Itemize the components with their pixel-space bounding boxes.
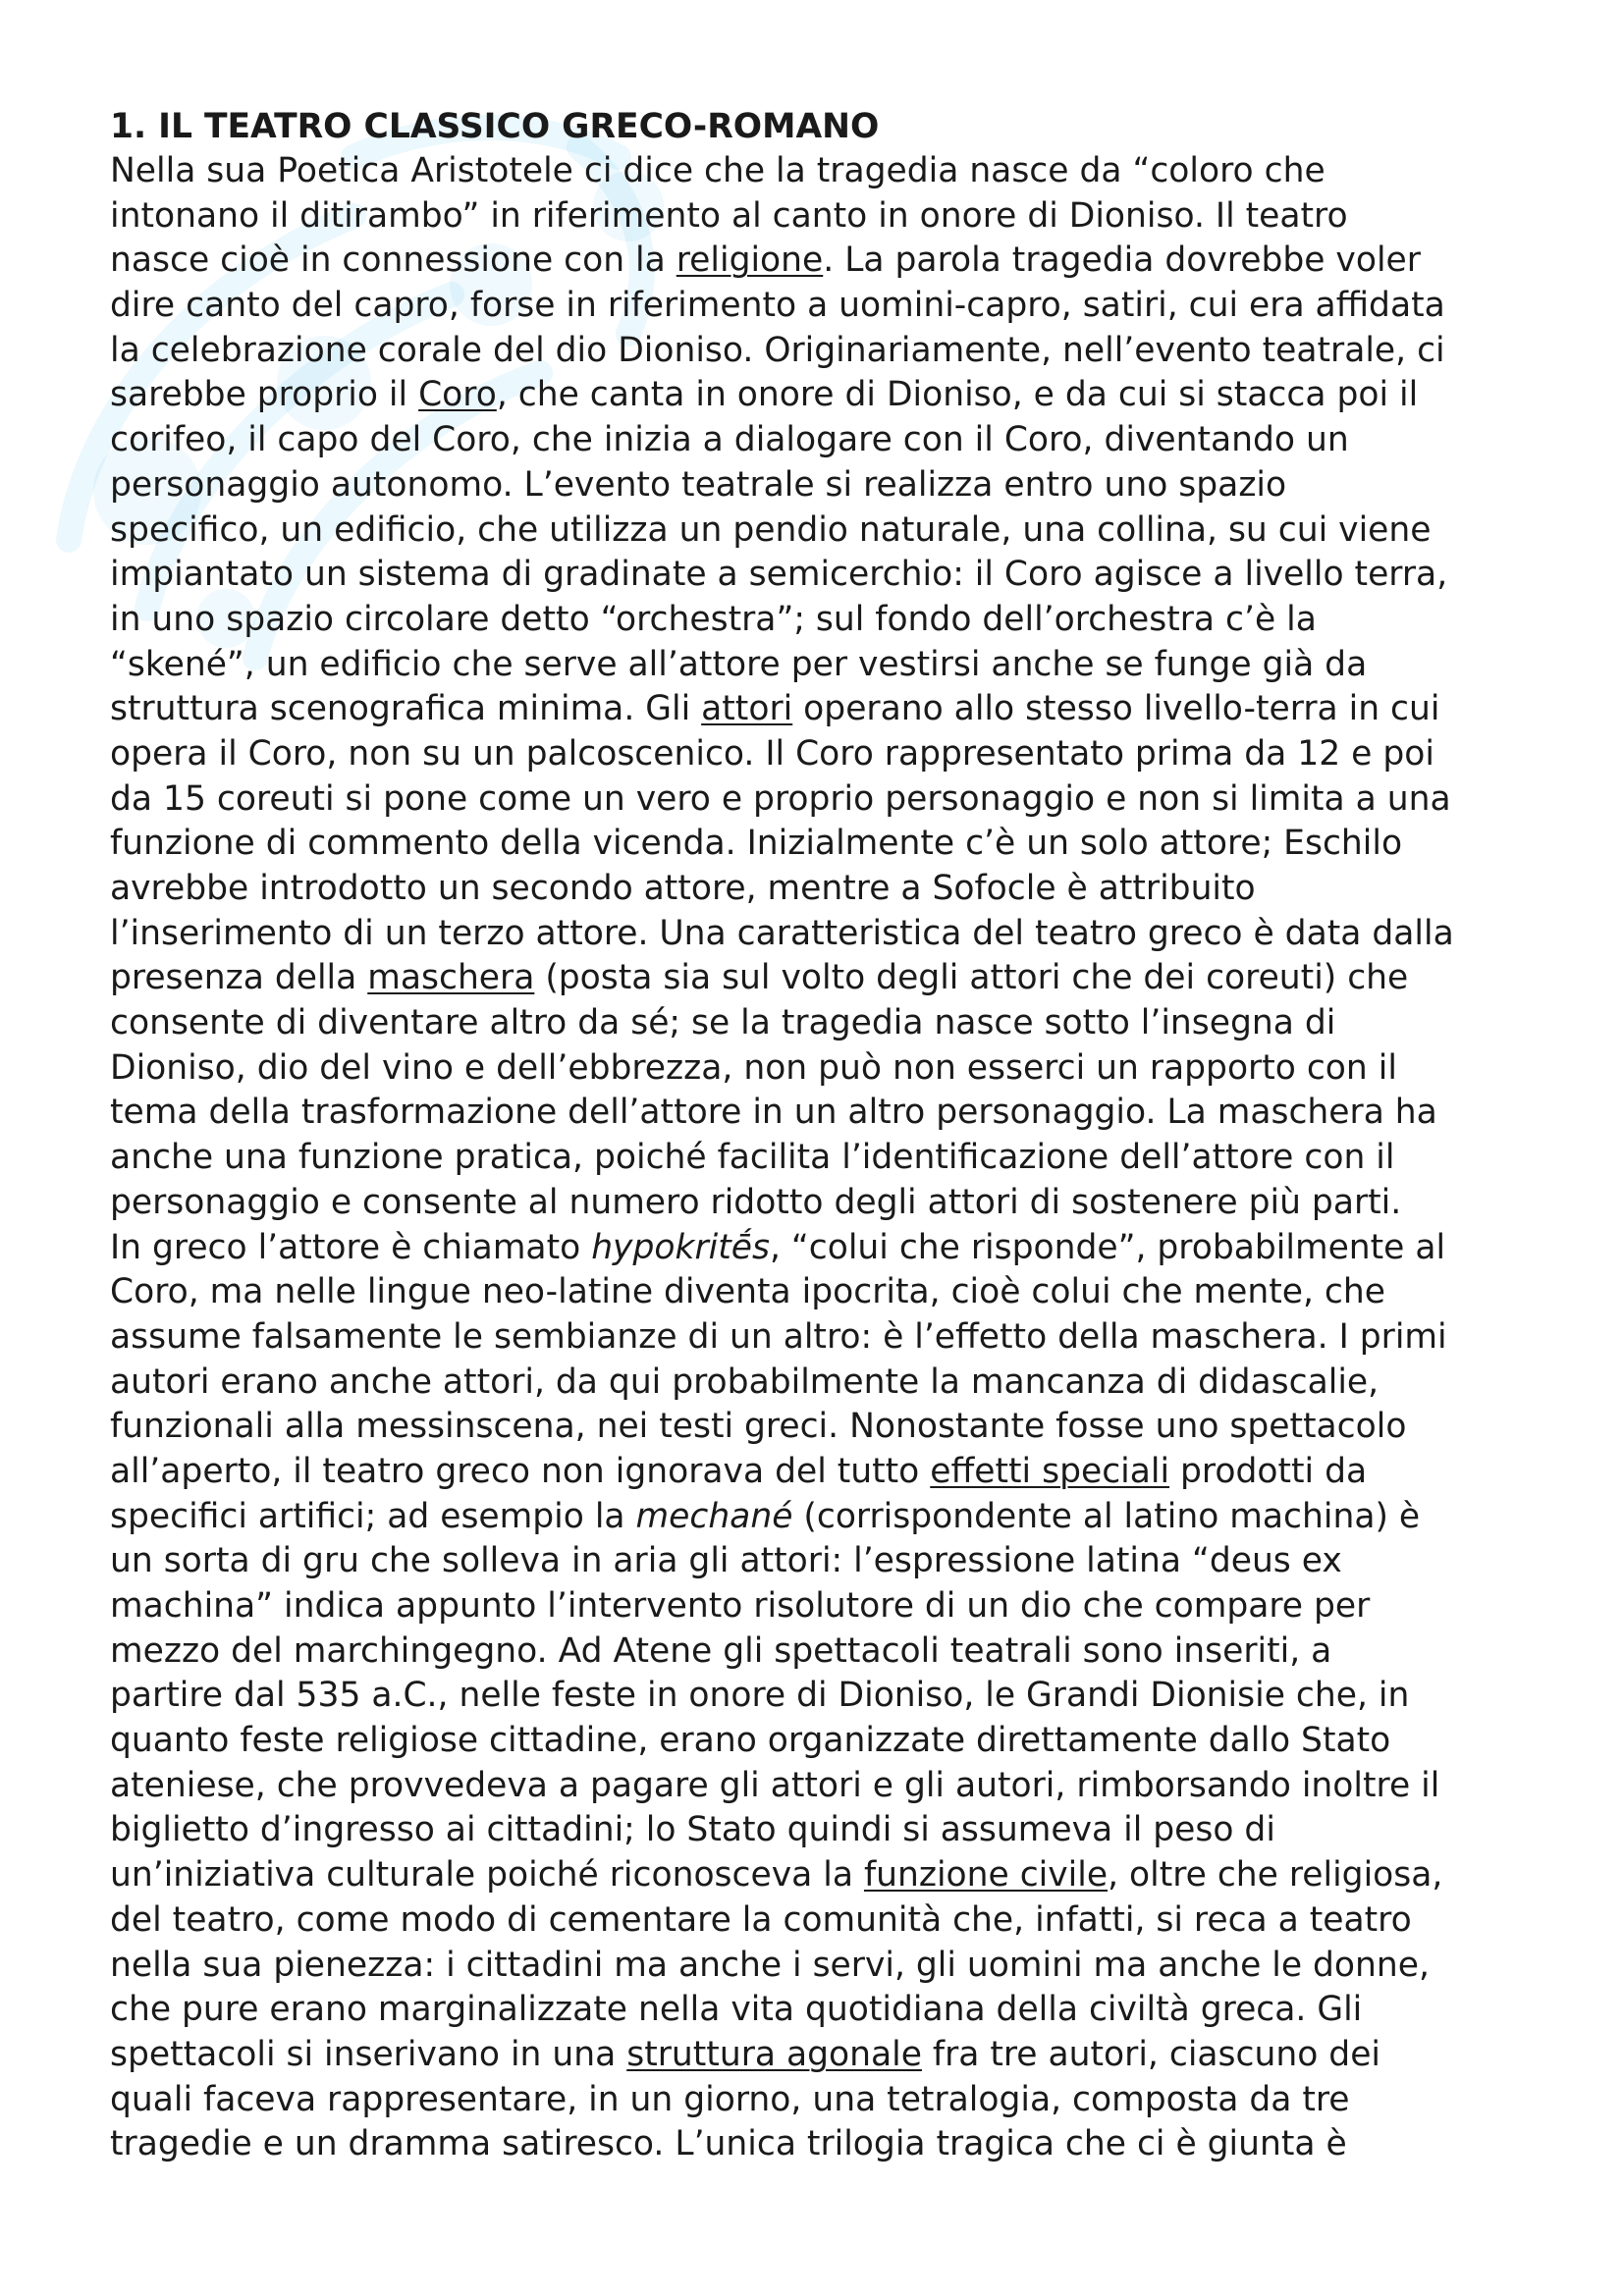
text-line xyxy=(110,687,1543,732)
text-line xyxy=(110,1495,1543,1540)
text-segment: funzione di commento della vicenda. Inizialmente c’è un solo attore; Eschilo xyxy=(110,824,1403,864)
text-segment: dire canto del capro, forse in riferimento a uomini-capro, satiri, cui era affidata xyxy=(110,286,1445,326)
text-line xyxy=(110,2078,1543,2123)
text-segment: da 15 coreuti si pone come un vero e proprio personaggio e non si limita a una xyxy=(110,778,1451,819)
text-line xyxy=(110,418,1543,463)
underlined-term: effetti speciali xyxy=(930,1451,1170,1491)
text-segment: mezzo del marchingegno. Ad Atene gli spettacoli teatrali sono inseriti, a xyxy=(110,1630,1332,1671)
text-segment: del teatro, come modo di cementare la comunità che, infatti, si reca a teatro xyxy=(110,1899,1412,1940)
text-line xyxy=(110,149,1543,194)
underlined-term: attori xyxy=(701,689,793,729)
text-segment: intonano il ditirambo” in riferimento al canto in onore di Dioniso. Il teatro xyxy=(110,195,1348,236)
text-segment: ateniese, che provvedeva a pagare gli attori e gli autori, rimborsando inoltre il xyxy=(110,1765,1440,1805)
text-line xyxy=(110,239,1543,284)
text-segment: nella sua pienezza: i cittadini ma anche i servi, gli uomini ma anche le donne, xyxy=(110,1945,1430,1985)
text-line xyxy=(110,1405,1543,1450)
text-line xyxy=(110,194,1543,240)
text-segment: consente di diventare altro da sé; se la tragedia nasce sotto l’insegna di xyxy=(110,1003,1336,1043)
underlined-term: religione xyxy=(676,240,824,281)
text-line xyxy=(110,1674,1543,1719)
text-segment: specifico, un edificio, che utilizza un pendio naturale, una collina, su cui viene xyxy=(110,509,1432,550)
italic-term: hypokritḗs xyxy=(591,1227,770,1267)
text-line xyxy=(110,1136,1543,1181)
underlined-term: Coro xyxy=(418,375,497,415)
text-segment: Nella sua Poetica Aristotele ci dice che la tragedia nasce da “coloro che xyxy=(110,151,1325,190)
text-segment: tragedie e un dramma satiresco. L’unica trilogia tragica che ci è giunta è xyxy=(110,2124,1347,2164)
text-line xyxy=(110,1450,1543,1495)
section-heading: 1. IL TEATRO CLASSICO GRECO-ROMANO xyxy=(110,107,880,146)
text-segment: nasce cioè in connessione con la xyxy=(110,240,676,281)
text-segment: partire dal 535 a.C., nelle feste in onore di Dioniso, le Grandi Dionisie che, in xyxy=(110,1676,1410,1716)
text-segment: in uno spazio circolare detto “orchestra”; sul fondo dell’orchestra c’è la xyxy=(110,599,1317,639)
text-line xyxy=(110,822,1543,867)
text-line xyxy=(110,1091,1543,1136)
text-segment: l’inserimento di un terzo attore. Una caratteristica del teatro greco è data dalla xyxy=(110,913,1454,953)
text-line xyxy=(110,1181,1543,1226)
text-segment: fra tre autori, ciascuno dei xyxy=(921,2034,1381,2074)
text-segment: , “colui che risponde”, probabilmente al xyxy=(769,1227,1446,1267)
text-line xyxy=(110,553,1543,598)
text-line xyxy=(110,598,1543,643)
text-line xyxy=(110,1226,1543,1271)
text-segment: (corrispondente al latino machina) è xyxy=(792,1496,1421,1536)
text-line xyxy=(110,956,1543,1001)
text-segment: un’iniziativa culturale poiché riconosceva la xyxy=(110,1855,864,1896)
text-segment: opera il Coro, non su un palcoscenico. Il Coro rappresentato prima da 12 e poi xyxy=(110,733,1434,774)
text-line xyxy=(110,508,1543,554)
text-line xyxy=(110,867,1543,912)
text-line xyxy=(110,1001,1543,1046)
text-line xyxy=(110,2122,1543,2167)
body-paragraph xyxy=(110,149,1543,2167)
underlined-term: struttura agonale xyxy=(626,2034,922,2074)
text-segment: anche una funzione pratica, poiché facilita l’identificazione dell’attore con il xyxy=(110,1138,1395,1178)
text-line xyxy=(110,1719,1543,1764)
text-segment: personaggio autonomo. L’evento teatrale si realizza entro uno spazio xyxy=(110,464,1287,505)
text-segment: biglietto d’ingresso ai cittadini; lo Stato quindi si assumeva il peso di xyxy=(110,1810,1275,1850)
underlined-term: maschera xyxy=(367,958,535,998)
text-segment: quanto feste religiose cittadine, erano organizzate direttamente dallo Stato xyxy=(110,1721,1391,1761)
text-segment: , che canta in onore di Dioniso, e da cui si stacca poi il xyxy=(496,375,1419,415)
text-line xyxy=(110,1584,1543,1629)
text-line xyxy=(110,373,1543,418)
text-segment: tema della trasformazione dell’attore in un altro personaggio. La maschera ha xyxy=(110,1093,1437,1133)
text-line xyxy=(110,1944,1543,1989)
text-segment: corifeo, il capo del Coro, che inizia a dialogare con il Coro, diventando un xyxy=(110,420,1349,460)
text-segment: autori erano anche attori, da qui probabilmente la mancanza di didascalie, xyxy=(110,1362,1380,1402)
text-line xyxy=(110,2033,1543,2078)
text-segment: all’aperto, il teatro greco non ignorava del tutto xyxy=(110,1451,931,1491)
text-segment: , oltre che religiosa, xyxy=(1108,1855,1443,1896)
text-line xyxy=(110,1898,1543,1944)
text-segment: operano allo stesso livello-terra in cui xyxy=(792,689,1440,729)
italic-term: mechané xyxy=(635,1496,793,1536)
text-segment: sarebbe proprio il xyxy=(110,375,419,415)
text-line xyxy=(110,777,1543,823)
text-segment: struttura scenografica minima. Gli xyxy=(110,689,702,729)
text-segment: quali faceva rappresentare, in un giorno, una tetralogia, composta da tre xyxy=(110,2079,1350,2119)
text-line xyxy=(110,912,1543,957)
text-segment: In greco l’attore è chiamato xyxy=(110,1227,592,1267)
text-line xyxy=(110,1361,1543,1406)
text-line xyxy=(110,1853,1543,1898)
text-segment: spettacoli si inserivano in una xyxy=(110,2034,627,2074)
text-line xyxy=(110,1629,1543,1675)
document-body xyxy=(110,104,1543,2167)
text-line xyxy=(110,1539,1543,1584)
text-line xyxy=(110,1046,1543,1092)
text-segment: “skené”, un edificio che serve all’attore per vestirsi anche se funge già da xyxy=(110,644,1368,684)
text-segment: Dioniso, dio del vino e dell’ebbrezza, non può non esserci un rapporto con il xyxy=(110,1047,1397,1088)
text-segment: Coro, ma nelle lingue neo-latine diventa ipocrita, cioè colui che mente, che xyxy=(110,1272,1385,1312)
text-line xyxy=(110,1315,1543,1361)
text-line xyxy=(110,284,1543,329)
text-line xyxy=(110,643,1543,688)
text-line xyxy=(110,732,1543,777)
text-line xyxy=(110,329,1543,374)
text-segment: che pure erano marginalizzate nella vita quotidiana della civiltà greca. Gli xyxy=(110,1990,1363,2030)
text-segment: impiantato un sistema di gradinate a semicerchio: il Coro agisce a livello terra, xyxy=(110,555,1448,595)
text-segment: presenza della xyxy=(110,958,368,998)
text-segment: specifici artifici; ad esempio la xyxy=(110,1496,636,1536)
text-line xyxy=(110,1270,1543,1315)
text-segment: machina” indica appunto l’intervento risolutore di un dio che compare per xyxy=(110,1586,1371,1626)
text-line xyxy=(110,1988,1543,2033)
text-segment: la celebrazione corale del dio Dioniso. Originariamente, nell’evento teatrale, ci xyxy=(110,330,1445,370)
underlined-term: funzione civile xyxy=(863,1855,1109,1896)
text-line xyxy=(110,1808,1543,1853)
text-line xyxy=(110,463,1543,508)
text-segment: . La parola tragedia dovrebbe voler xyxy=(823,240,1421,281)
text-segment: (posta sia sul volto degli attori che dei coreuti) che xyxy=(534,958,1409,998)
text-line xyxy=(110,1764,1543,1809)
text-segment: un sorta di gru che solleva in aria gli attori: l’espressione latina “deus ex xyxy=(110,1541,1342,1581)
text-segment: assume falsamente le sembianze di un altro: è l’effetto della maschera. I primi xyxy=(110,1316,1447,1357)
text-segment: prodotti da xyxy=(1169,1451,1368,1491)
text-segment: personaggio e consente al numero ridotto degli attori di sostenere più parti. xyxy=(110,1182,1402,1222)
text-segment: avrebbe introdotto un secondo attore, mentre a Sofocle è attribuito xyxy=(110,869,1256,908)
text-segment: funzionali alla messinscena, nei testi greci. Nonostante fosse uno spettacolo xyxy=(110,1407,1407,1447)
